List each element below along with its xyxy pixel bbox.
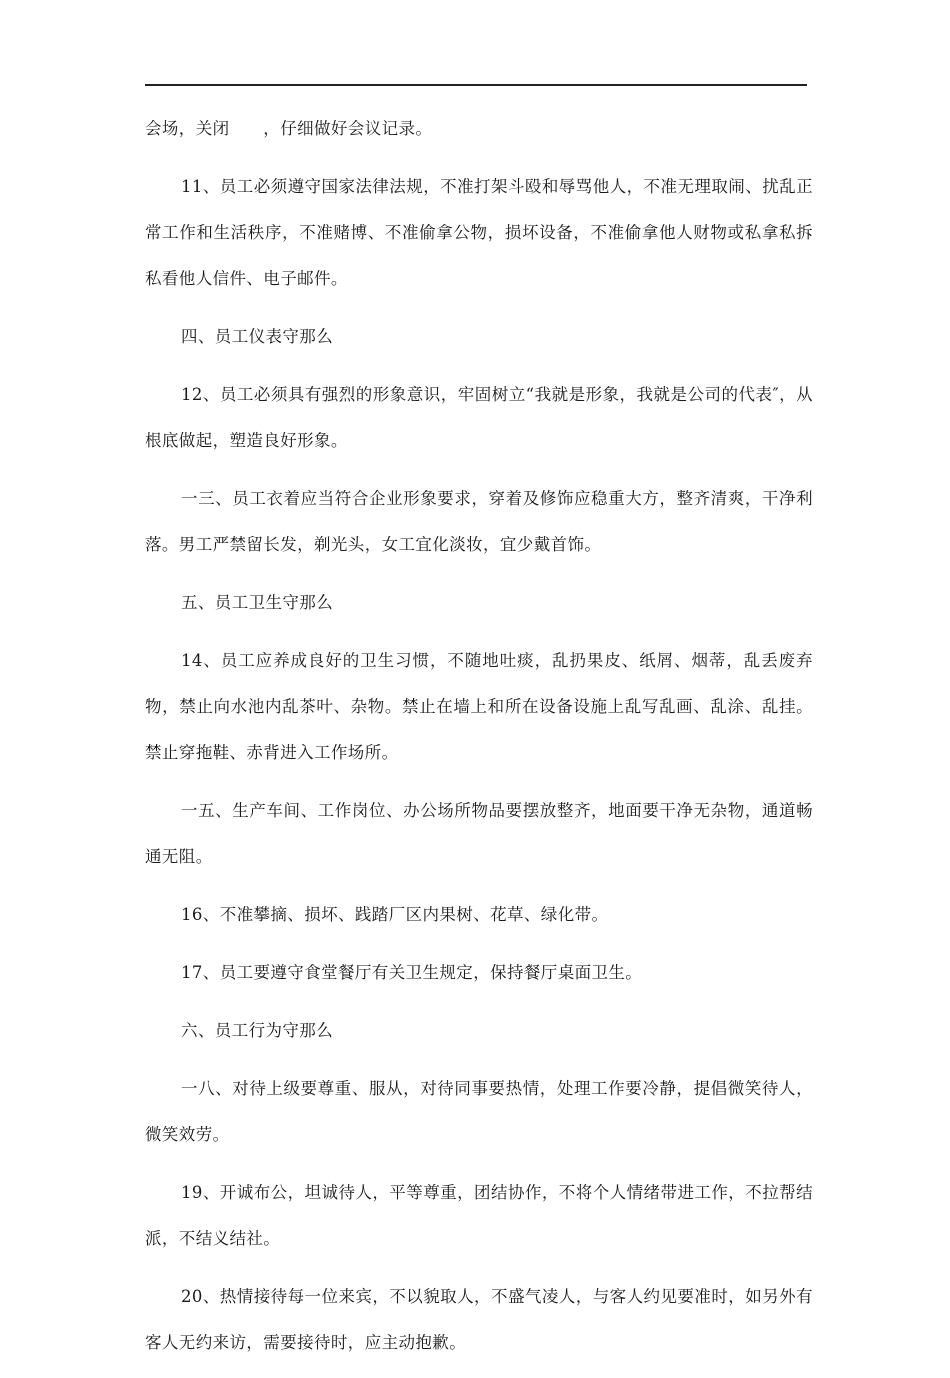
paragraph-rule-20: 20、热情接待每一位来宾，不以貌取人，不盛气凌人，与客人约见要准时，如另外有客人无约来访，需要接待时，应主动抱歉。 [145,1287,813,1352]
section-heading-appearance: 四、员工仪表守那么 [181,327,334,346]
paragraph-meeting-record: 会场，关闭 ，仔细做好会议记录。 [145,119,433,138]
paragraph-rule-18: 一八、对待上级要尊重、服从，对待同事要热情，处理工作要冷静，提倡微笑待人，微笑效劳。 [145,1079,813,1144]
paragraph-rule-15: 一五、生产车间、工作岗位、办公场所物品要摆放整齐，地面要干净无杂物，通道畅通无阻。 [145,801,813,866]
paragraph-rule-13: 一三、员工衣着应当符合企业形象要求，穿着及修饰应稳重大方，整齐清爽，干净利落。男工严禁留长发，剃光头，女工宜化淡妆，宜少戴首饰。 [145,489,813,554]
header-rule [145,84,807,86]
section-heading-hygiene: 五、员工卫生守那么 [181,593,334,612]
section-heading-behavior: 六、员工行为守那么 [181,1021,334,1040]
paragraph-rule-19: 19、开诚布公，坦诚待人，平等尊重，团结协作，不将个人情绪带进工作，不拉帮结派，不结义结社。 [145,1183,813,1248]
paragraph-rule-17: 17、员工要遵守食堂餐厅有关卫生规定，保持餐厅桌面卫生。 [181,963,643,982]
paragraph-rule-12: 12、员工必须具有强烈的形象意识，牢固树立“我就是形象，我就是公司的代表″，从根底做起，塑造良好形象。 [145,385,813,450]
paragraph-rule-14: 14、员工应养成良好的卫生习惯，不随地吐痰，乱扔果皮、纸屑、烟蒂，乱丢废弃物，禁止向水池内乱茶叶、杂物。禁止在墙上和所在设备设施上乱写乱画、乱涂、乱挂。禁止穿拖鞋、赤背进入工作场所。 [145,651,813,762]
document-body [145,106,813,1378]
paragraph-rule-16: 16、不准攀摘、损坏、践踏厂区内果树、花草、绿化带。 [181,905,609,924]
paragraph-rule-11: 11、员工必须遵守国家法律法规，不准打架斗殴和辱骂他人，不准无理取闹、扰乱正常工作和生活秩序，不准赌博、不准偷拿公物，损坏设备，不准偷拿他人财物或私拿私拆私看他人信件、电子邮件。 [145,177,813,288]
